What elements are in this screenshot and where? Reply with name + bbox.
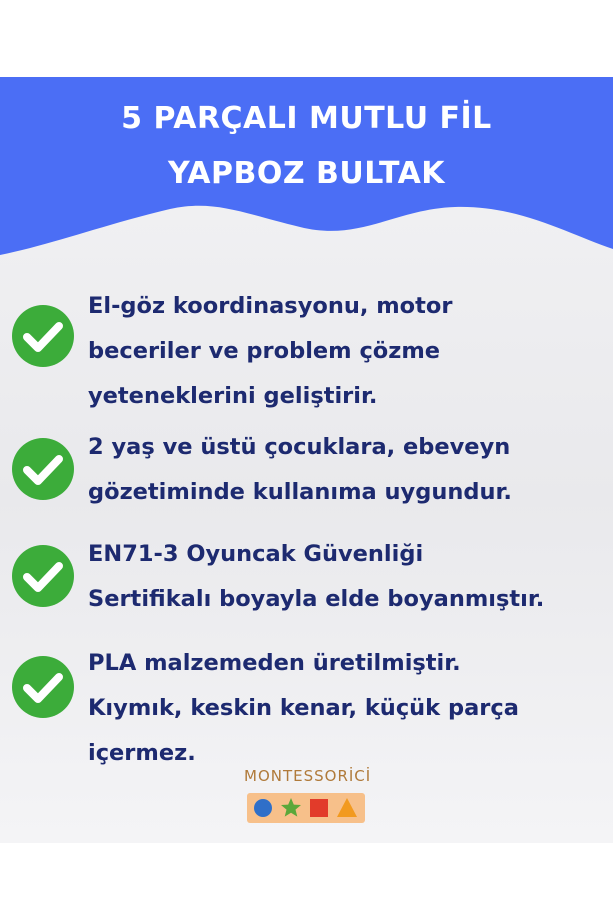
- feature-text-line: beceriler ve problem çözme: [88, 338, 441, 364]
- brand-logo: [244, 767, 372, 827]
- feature-text-line: içermez.: [88, 740, 196, 766]
- feature-text-line: gözetiminde kullanıma uygundur.: [88, 479, 512, 505]
- feature-text-line: yeteneklerini geliştirir.: [88, 383, 378, 409]
- brand-logo-text: MONTESSORİCİ: [244, 767, 372, 785]
- product-card: [0, 77, 613, 843]
- feature-text-line: El-göz koordinasyonu, motor: [88, 293, 453, 319]
- feature-text-line: Kıymık, keskin kenar, küçük parça: [88, 695, 519, 721]
- square-icon: [310, 799, 328, 817]
- feature-text-line: Sertifikalı boyayla elde boyanmıştır.: [88, 586, 545, 612]
- brand-shapes-bar: [247, 793, 365, 823]
- feature-text-line: PLA malzemeden üretilmiştir.: [88, 650, 461, 676]
- check-circle-icon: [11, 655, 75, 719]
- feature-text-line: EN71-3 Oyuncak Güvenliği: [88, 541, 424, 567]
- circle-icon: [254, 799, 272, 817]
- check-circle-icon: [11, 544, 75, 608]
- check-circle-icon: [11, 304, 75, 368]
- page-title-line2: YAPBOZ BULTAK: [167, 156, 446, 191]
- feature-text-line: 2 yaş ve üstü çocuklara, ebeveyn: [88, 434, 511, 460]
- check-circle-icon: [11, 437, 75, 501]
- page-title-line1: 5 PARÇALI MUTLU FİL: [121, 101, 492, 136]
